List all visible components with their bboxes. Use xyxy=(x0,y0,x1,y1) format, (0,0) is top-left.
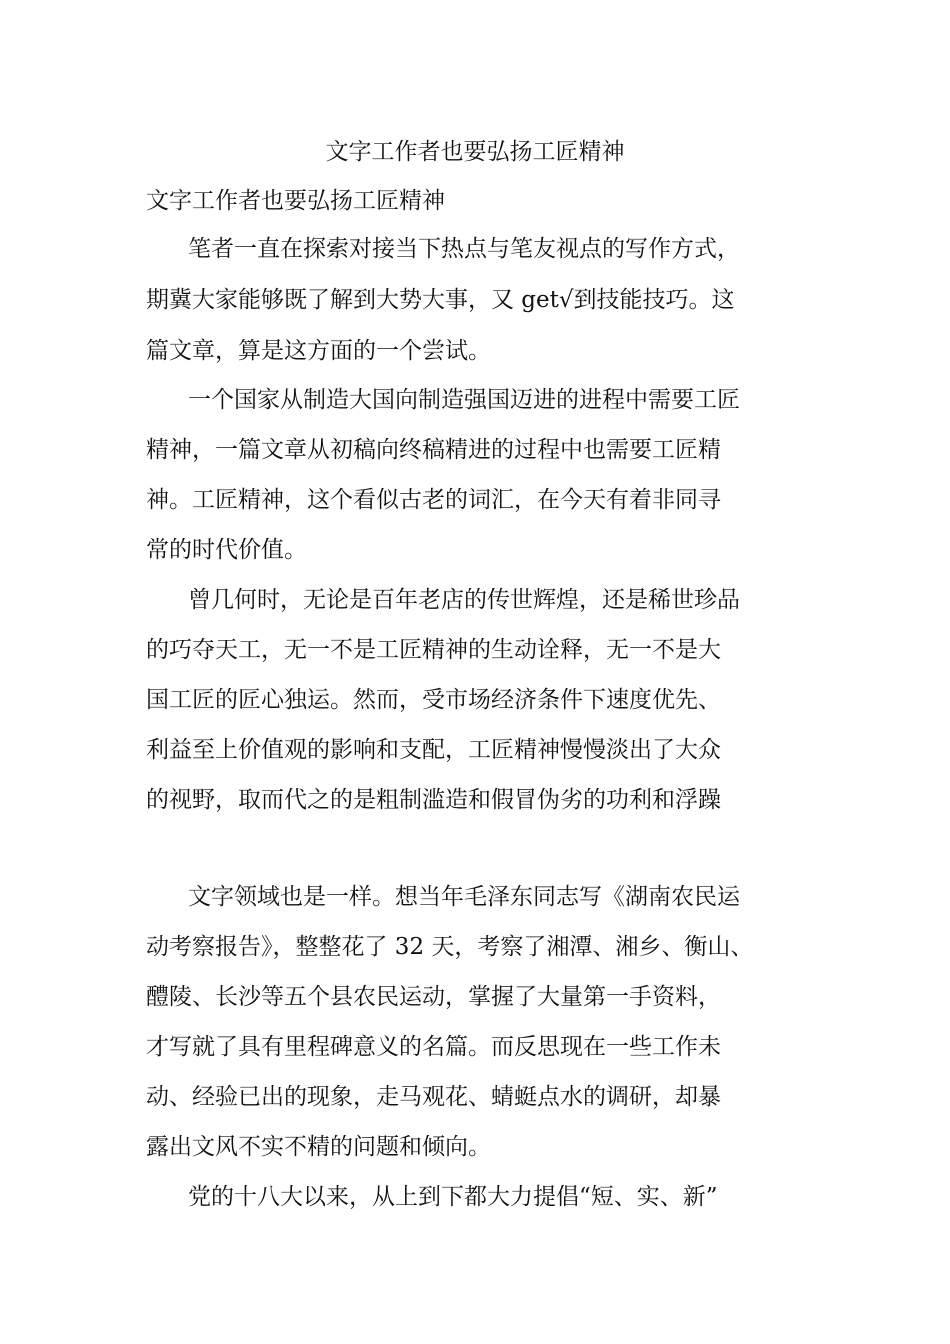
paragraph-line: 动考察报告》，整整花了 32 天，考察了湘潭、湘乡、衡山、 xyxy=(146,934,754,960)
paragraph-line: 动、经验已出的现象，走马观花、蜻蜓点水的调研，却暴 xyxy=(146,1084,721,1110)
paragraph-line: 才写就了具有里程碑意义的名篇。而反思现在一些工作未 xyxy=(146,1034,721,1060)
document-title: 文字工作者也要弘扬工匠精神 xyxy=(325,139,625,165)
paragraph-line: 笔者一直在探索对接当下热点与笔友视点的写作方式， xyxy=(188,236,740,262)
paragraph-line: 一个国家从制造大国向制造强国迈进的进程中需要工匠 xyxy=(188,387,740,413)
paragraph-line: 的巧夺天工，无一不是工匠精神的生动诠释，无一不是大 xyxy=(146,637,721,663)
paragraph-line: 篇文章，算是这方面的一个尝试。 xyxy=(146,338,491,364)
paragraph-line: 利益至上价值观的影响和支配，工匠精神慢慢淡出了大众 xyxy=(146,737,721,763)
document-subtitle: 文字工作者也要弘扬工匠精神 xyxy=(146,188,445,214)
paragraph-line: 神。工匠精神，这个看似古老的词汇，在今天有着非同寻 xyxy=(146,487,721,513)
paragraph-line: 国工匠的匠心独运。然而，受市场经济条件下速度优先、 xyxy=(146,687,721,713)
paragraph-line: 曾几何时，无论是百年老店的传世辉煌，还是稀世珍品 xyxy=(188,587,740,613)
paragraph-line: 文字领域也是一样。想当年毛泽东同志写《湖南农民运 xyxy=(188,884,740,910)
paragraph-line: 露出文风不实不精的问题和倾向。 xyxy=(146,1134,491,1160)
paragraph-line: 期冀大家能够既了解到大势大事，又 get√到技能技巧。这 xyxy=(146,287,735,313)
paragraph-line: 醴陵、长沙等五个县农民运动，掌握了大量第一手资料， xyxy=(146,984,721,1010)
paragraph-line: 精神，一篇文章从初稿向终稿精进的过程中也需要工匠精 xyxy=(146,437,721,463)
paragraph-line: 常的时代价值。 xyxy=(146,537,307,563)
paragraph-line: 的视野，取而代之的是粗制滥造和假冒伪劣的功利和浮躁 xyxy=(146,787,721,813)
paragraph-line: 党的十八大以来，从上到下都大力提倡“短、实、新” xyxy=(188,1184,718,1210)
